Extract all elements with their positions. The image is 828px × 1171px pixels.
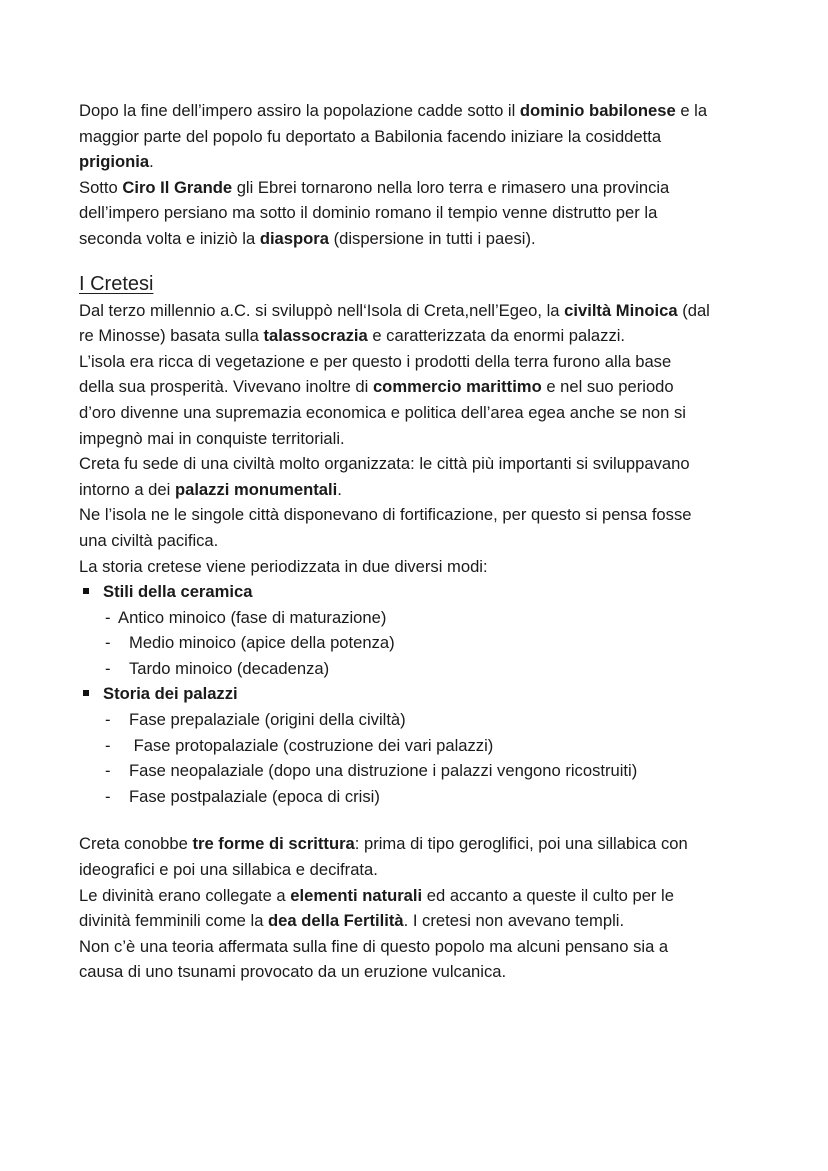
text-run: . (149, 152, 154, 172)
bold-term: diaspora (259, 228, 329, 248)
section-heading (79, 270, 759, 298)
dash-bullet-icon: - (105, 658, 111, 678)
text-run: e nel suo periodo (541, 377, 674, 397)
list-item-title: Storia dei palazzi (103, 684, 238, 704)
paragraph-line (79, 831, 759, 857)
paragraph-line: La storia cretese viene periodizzata in due diversi modi: (79, 556, 488, 576)
paragraph-line (79, 477, 759, 503)
document-page (79, 98, 759, 985)
sublist (79, 605, 759, 682)
sublist-item-text: Antico minoico (fase di maturazione) (118, 607, 387, 627)
bold-term: Ciro Il Grande (122, 177, 233, 197)
paragraph-line (79, 98, 759, 124)
text-run: e la (675, 101, 708, 120)
dash-bullet-icon: - (105, 786, 111, 806)
bold-term: dominio babilonese (519, 101, 676, 120)
bold-term: prigionia (79, 152, 150, 172)
sublist-item-text: Fase neopalaziale (dopo una distruzione i palazzi vengono ricostruiti) (129, 761, 638, 781)
paragraph-line (79, 374, 759, 400)
dash-bullet-icon: - (105, 633, 111, 653)
text-run: divinità femminili come la (79, 911, 269, 931)
paragraph-line (79, 959, 759, 985)
paragraph-line (79, 908, 759, 934)
section-title: I Cretesi (79, 272, 154, 295)
text-run: gli Ebrei tornarono nella loro terra e rimasero una provincia (232, 177, 670, 197)
text-run: Creta fu sede di una civiltà molto organizzata: le città più importanti si sviluppavano (79, 454, 690, 474)
text-run: ed accanto a queste il culto per le (422, 885, 674, 905)
text-run: causa di uno tsunami provocato da un eruzione vulcanica. (79, 962, 507, 982)
text-run: d’oro divenne una supremazia economica e politica dell’area egea anche se non si (79, 402, 686, 422)
sublist-item-text: Medio minoico (apice della potenza) (129, 633, 395, 653)
bold-term: elementi naturali (290, 885, 423, 905)
bold-term: tre forme di scrittura (192, 834, 355, 854)
sublist (79, 707, 759, 809)
paragraph-line (79, 149, 759, 175)
paragraph-line (79, 226, 759, 252)
paragraph-line (79, 200, 759, 226)
text-run: Ne l’isola ne le singole città disponevano di fortificazione, per questo si pensa fosse (79, 505, 692, 525)
text-run: (dal (677, 300, 710, 320)
list-item (79, 681, 759, 707)
sublist-item (103, 784, 759, 810)
paragraph-line (79, 298, 759, 324)
paragraph-line (79, 502, 759, 528)
list-item-title: Stili della ceramica (103, 582, 253, 602)
paragraph-line (79, 883, 759, 909)
section-body (79, 298, 759, 985)
text-run: una civiltà pacifica. (79, 530, 219, 550)
sublist-container (79, 605, 759, 682)
text-run: maggior parte del popolo fu deportato a Babilonia facendo iniziare la cosiddetta (79, 126, 662, 146)
sublist-item (103, 630, 759, 656)
text-run: Sotto (79, 177, 123, 197)
square-bullet-icon (83, 588, 89, 594)
text-run: Dopo la fine dell’impero assiro la popolazione cadde sotto il (79, 101, 520, 120)
paragraph-line (79, 323, 759, 349)
text-run: Le divinità erano collegate a (79, 885, 291, 905)
paragraph-line (79, 528, 759, 554)
bold-term: commercio marittimo (372, 377, 542, 397)
text-run: re Minosse) basata sulla (79, 326, 264, 346)
sublist-item (103, 656, 759, 682)
paragraph-line (79, 451, 759, 477)
paragraph-line (79, 124, 759, 150)
spacer (79, 809, 759, 831)
paragraph-line (79, 857, 759, 883)
bold-term: talassocrazia (263, 326, 368, 346)
bold-term: palazzi monumentali (174, 479, 338, 499)
text-run: . I cretesi non avevano templi. (403, 911, 625, 931)
paragraph-line (79, 349, 759, 375)
text-run: . (337, 479, 342, 499)
paragraph-line (79, 175, 759, 201)
paragraph-line (79, 934, 759, 960)
text-run: Dal terzo millennio a.C. si sviluppò nell‘Isola di Creta,nell’Egeo, la (79, 300, 565, 320)
list-item (79, 579, 759, 605)
bold-term: dea della Fertilità (268, 911, 404, 931)
sublist-item-text: Fase protopalaziale (costruzione dei vari palazzi) (129, 735, 494, 755)
intro-block (79, 98, 759, 252)
text-run: intorno a dei (79, 479, 175, 499)
text-run: seconda volta e iniziò la (79, 228, 260, 248)
text-run: (dispersione in tutti i paesi). (328, 228, 536, 248)
text-run: della sua prosperità. Vivevano inoltre di (79, 377, 373, 397)
text-run: : prima di tipo geroglifici, poi una sillabica con (354, 834, 688, 854)
dash-bullet-icon: - (105, 761, 111, 781)
paragraph-line (79, 426, 759, 452)
sublist-item (103, 707, 759, 733)
dash-bullet-icon: - (105, 735, 111, 755)
text-run: impegnò mai in conquiste territoriali. (79, 428, 345, 448)
sublist-item (103, 758, 759, 784)
sublist-item (103, 605, 759, 631)
square-bullet-icon (83, 690, 89, 696)
sublist-item-text: Fase postpalaziale (epoca di crisi) (129, 786, 380, 806)
sublist-item-text: Fase prepalaziale (origini della civiltà) (129, 710, 406, 730)
text-run: Non c’è una teoria affermata sulla fine di questo popolo ma alcuni pensano sia a (79, 936, 669, 956)
text-run: dell’impero persiano ma sotto il dominio romano il tempio venne distrutto per la (79, 203, 658, 223)
text-run: L’isola era ricca di vegetazione e per questo i prodotti della terra furono alla base (79, 351, 672, 371)
periodization-list (79, 579, 759, 809)
sublist-item (103, 733, 759, 759)
dash-bullet-icon: - (105, 607, 111, 627)
dash-bullet-icon: - (105, 710, 111, 730)
text-run: e caratterizzata da enormi palazzi. (367, 326, 626, 346)
sublist-container (79, 707, 759, 809)
sublist-item-text: Tardo minoico (decadenza) (129, 658, 330, 678)
bold-term: civiltà Minoica (564, 300, 678, 320)
text-run: ideografici e poi una sillabica e decifrata. (79, 860, 378, 880)
paragraph-line (79, 400, 759, 426)
text-run: Creta conobbe (79, 834, 193, 854)
